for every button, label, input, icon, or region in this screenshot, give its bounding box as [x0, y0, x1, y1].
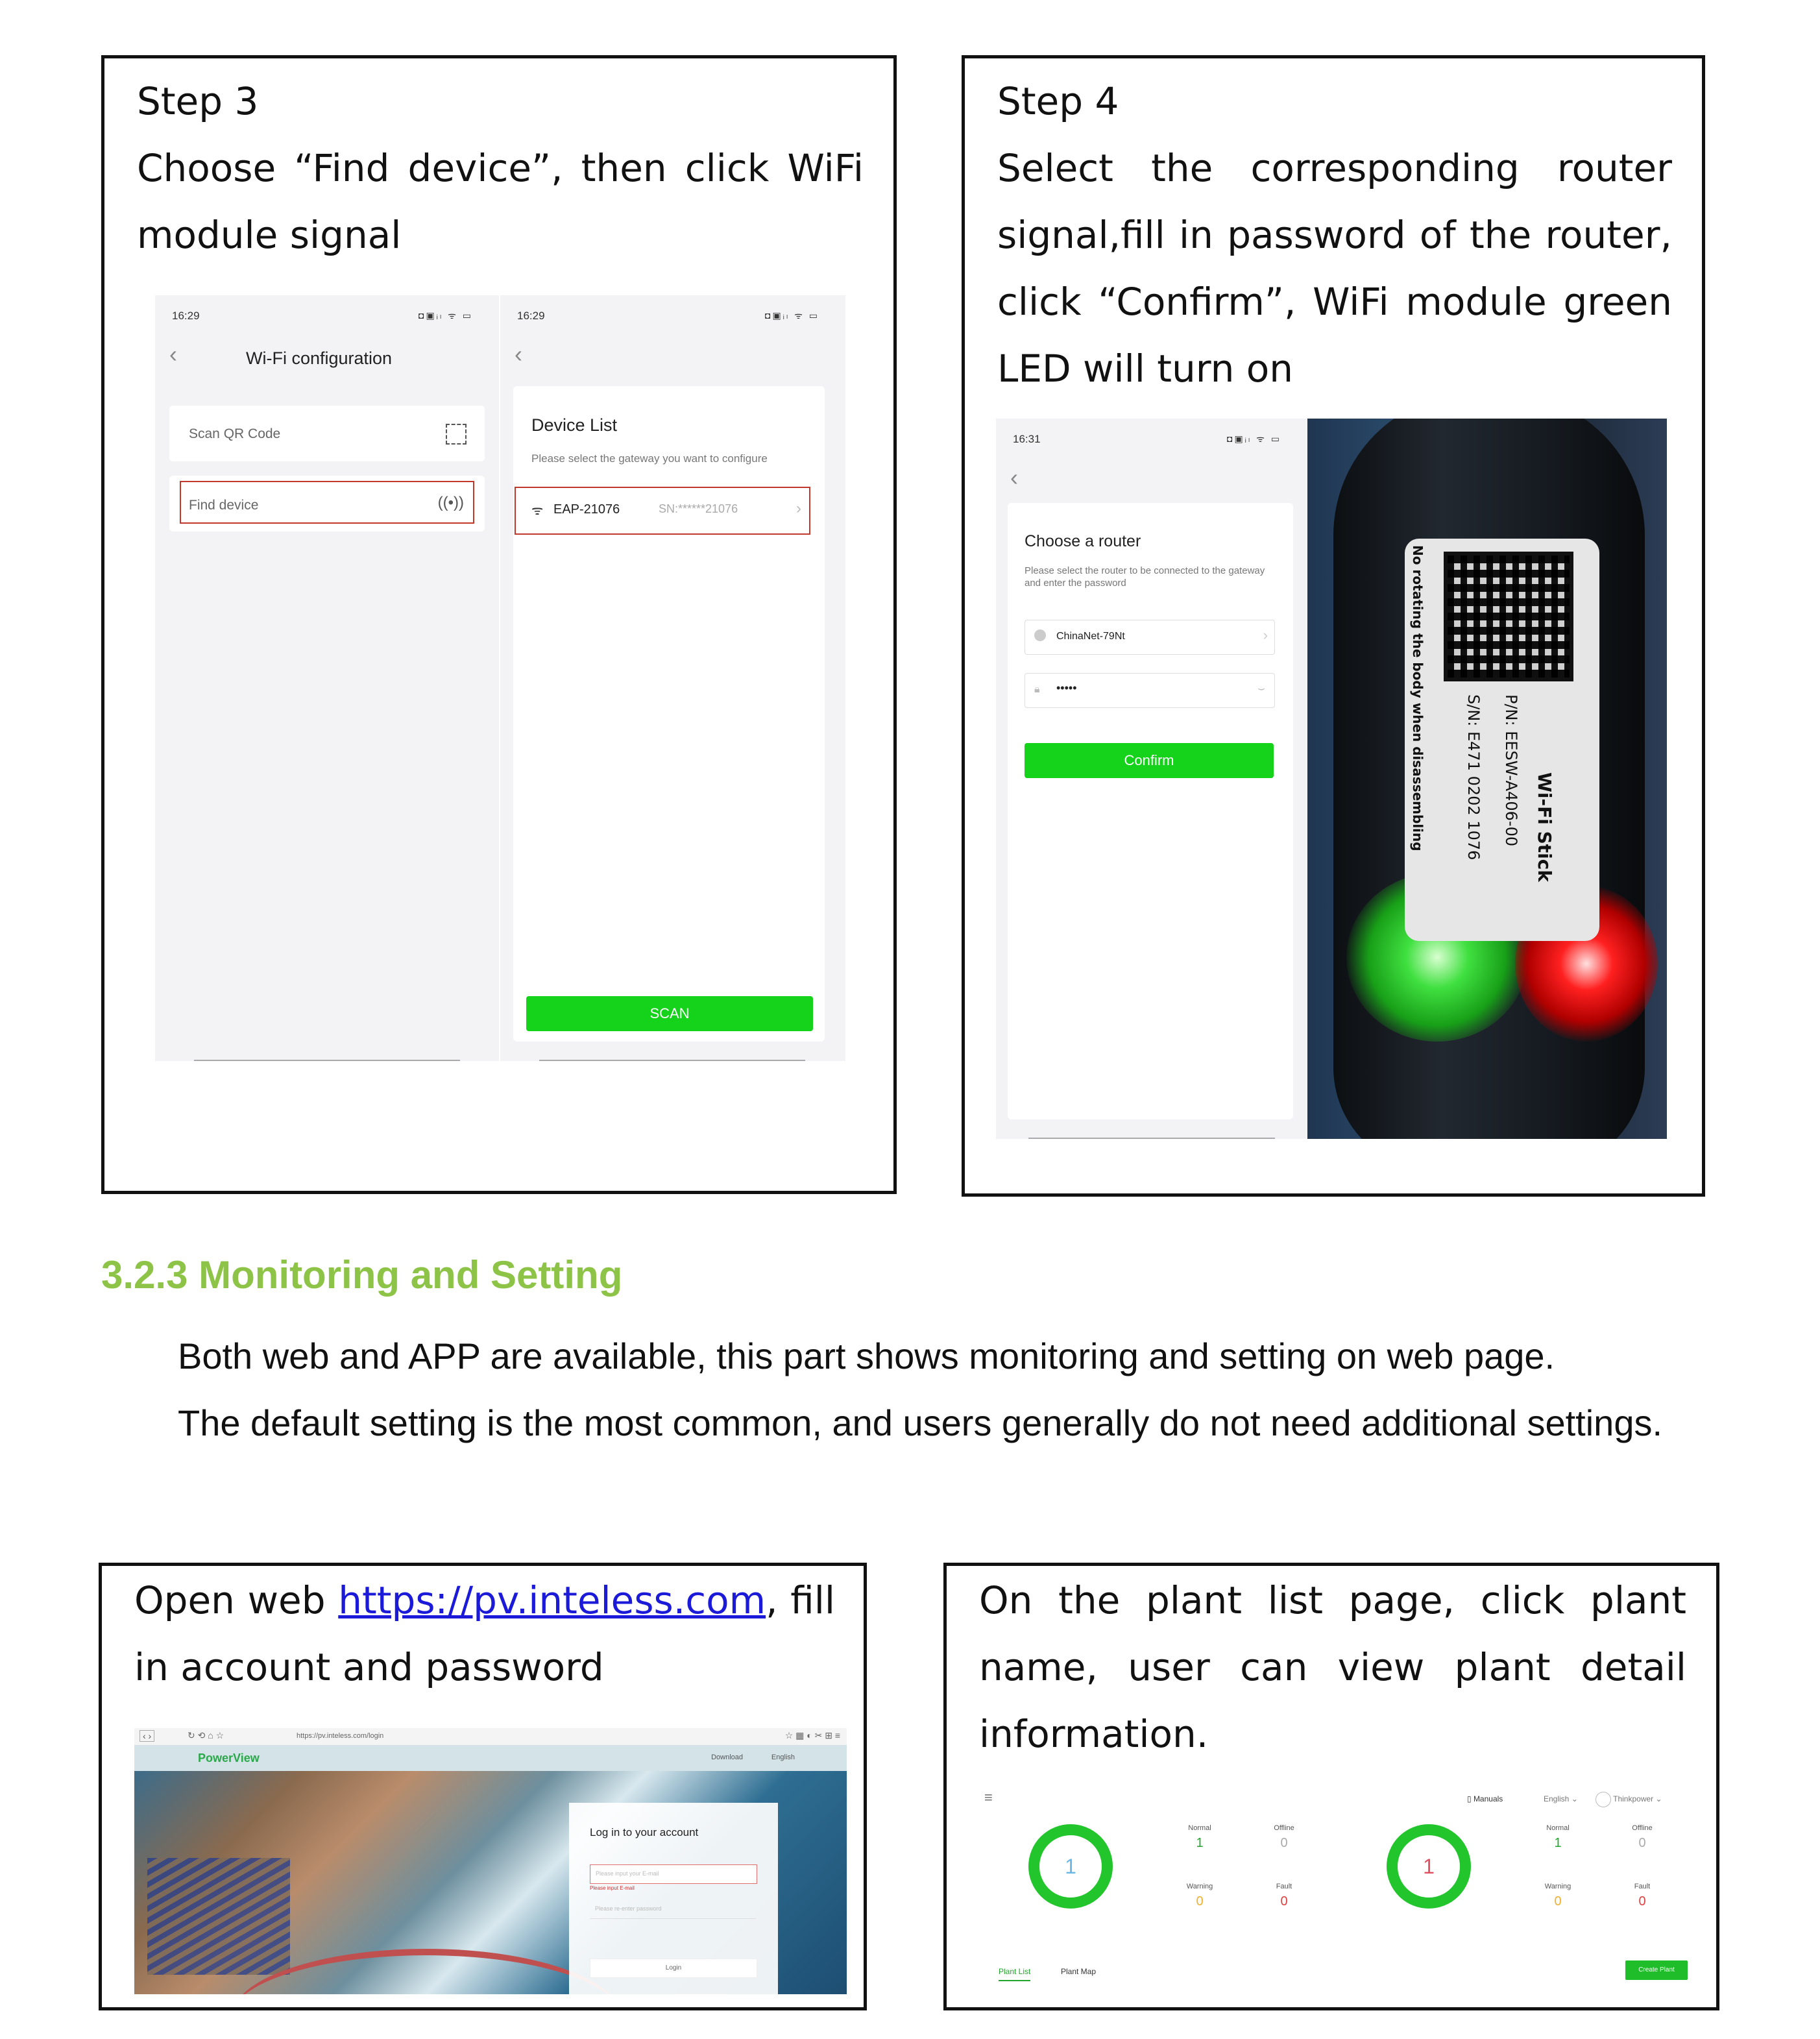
web-text-before: Open web [134, 1578, 339, 1622]
create-plant-button[interactable]: Create Plant [1625, 1960, 1688, 1980]
scan-qr-label: Scan QR Code [189, 426, 281, 441]
router-card [1008, 503, 1293, 1119]
qr-scan-icon [446, 424, 467, 445]
login-card [569, 1803, 778, 1994]
device-row[interactable] [515, 487, 810, 535]
device-sn: SN:******21076 [659, 502, 738, 515]
offline-label: Offline [1274, 1824, 1294, 1832]
find-device-label: Find device [189, 498, 259, 513]
status-time: 16:29 [517, 310, 545, 322]
manuals-link[interactable]: ▯ Manuals [1467, 1794, 1503, 1803]
browser-url[interactable]: https://pv.inteless.com/login [297, 1732, 384, 1740]
choose-router-screen [996, 419, 1307, 1139]
user-name: Thinkpower [1613, 1794, 1654, 1804]
login-screenshot [134, 1728, 847, 1994]
warning-value: 0 [1554, 1894, 1562, 1909]
step4-text: Select the corresponding router signal,fill in password of the router, click “Confirm”, WiFi module green LED will turn on [997, 146, 1672, 391]
find-device-row[interactable] [169, 476, 485, 531]
router-name: ChinaNet-79Nt [1056, 631, 1125, 642]
nav-indicator [539, 1060, 805, 1061]
language-label: English [1544, 1794, 1570, 1803]
nav-indicator [194, 1060, 460, 1061]
email-placeholder: Please input your E-mail [596, 1870, 659, 1877]
password-field[interactable] [1025, 673, 1275, 708]
offline-value: 0 [1638, 1836, 1646, 1850]
device-list-card [513, 386, 825, 1042]
status-icons: ◘▣ᵢₗ ᯤ ▭ [1227, 433, 1281, 444]
stats-left [1180, 1824, 1310, 1915]
device-name: EAP-21076 [553, 502, 620, 517]
warning-label: Warning [1186, 1883, 1213, 1890]
step4-title: Step 4 [997, 79, 1119, 123]
stick-label [1405, 539, 1599, 941]
eye-icon[interactable]: ⌣ [1257, 681, 1265, 694]
email-error: Please input E-mail [590, 1885, 635, 1891]
inteless-link[interactable]: https://pv.inteless.com [338, 1578, 766, 1622]
stats-right [1538, 1824, 1668, 1915]
plant-list-text: On the plant list page, click plant name, user can view plant detail information. [979, 1578, 1686, 1756]
scan-qr-row[interactable] [169, 406, 485, 461]
web-login-text [134, 1567, 835, 1701]
avatar [1596, 1792, 1611, 1807]
step3-box [101, 55, 897, 1194]
plant-list-box [943, 1563, 1719, 2010]
download-link[interactable]: Download [711, 1753, 743, 1761]
fault-value: 0 [1280, 1894, 1288, 1909]
solar-panels-image [147, 1858, 290, 1975]
warning-label: Warning [1544, 1883, 1571, 1890]
router-title: Choose a router [1025, 532, 1141, 550]
label-name: Wi-Fi Stick [1534, 772, 1555, 882]
password-field[interactable] [590, 1900, 756, 1919]
wifi-icon: ᯤ [531, 504, 544, 518]
powerview-logo[interactable]: PowerView [198, 1752, 260, 1764]
status-time: 16:29 [172, 310, 200, 322]
router-select[interactable] [1025, 620, 1275, 655]
fault-label: Fault [1634, 1883, 1651, 1890]
fault-label: Fault [1276, 1883, 1292, 1890]
device-list-title: Device List [531, 415, 618, 435]
qr-code-image [1444, 552, 1573, 681]
paragraph-1: Both web and APP are available, this part shows monitoring and setting on web page. [178, 1336, 1555, 1376]
label-sn: S/N: E471 0202 1076 [1464, 694, 1483, 861]
section-heading: 3.2.3 Monitoring and Setting [101, 1253, 623, 1297]
ring-value-right: 1 [1423, 1855, 1435, 1878]
chevron-right-icon: › [796, 500, 801, 517]
password-placeholder: Please re-enter password [595, 1905, 662, 1912]
user-menu[interactable]: Thinkpower ⌄ [1596, 1792, 1662, 1807]
language-select[interactable]: English ⌄ [1544, 1794, 1578, 1803]
ring-value-left: 1 [1065, 1855, 1076, 1878]
status-time: 16:31 [1013, 433, 1041, 445]
password-value: ••••• [1056, 681, 1077, 694]
screen-header: Wi-Fi configuration [246, 348, 393, 368]
plant-dashboard [979, 1787, 1693, 2001]
login-title: Log in to your account [590, 1826, 699, 1838]
step3-text: Choose “Find device”, then click WiFi module signal [137, 146, 864, 257]
paragraph-2: The default setting is the most common, and users generally do not need additional settings. [178, 1402, 1663, 1443]
wifi-config-screen [155, 295, 499, 1061]
menu-icon[interactable]: ≡ [984, 1789, 993, 1805]
back-chevron-icon[interactable]: ‹ [515, 341, 522, 367]
browser-tool-icons[interactable]: ↻ ⟲ ⌂ ☆ [188, 1730, 224, 1740]
confirm-button[interactable]: Confirm [1025, 743, 1274, 778]
web-text-after: , fill in account and password [134, 1578, 835, 1689]
status-icons: ◘▣ᵢₗ ᯤ ▭ [419, 310, 473, 321]
normal-label: Normal [1546, 1824, 1570, 1832]
tab-plant-map[interactable]: Plant Map [1061, 1967, 1097, 1976]
normal-label: Normal [1188, 1824, 1211, 1832]
web-login-box [99, 1563, 867, 2010]
router-icon [1034, 629, 1046, 641]
label-pn: P/N: EESW-A406-00 [1502, 694, 1520, 847]
wifi-stick-photo [1307, 419, 1667, 1139]
site-header [134, 1745, 847, 1771]
offline-label: Offline [1632, 1824, 1653, 1832]
back-chevron-icon[interactable]: ‹ [1010, 464, 1018, 491]
language-select[interactable]: English [771, 1753, 795, 1761]
fault-value: 0 [1638, 1894, 1646, 1909]
nav-arrows-icon[interactable]: ‹ › [140, 1730, 154, 1742]
device-list-subtitle: Please select the gateway you want to configure [531, 452, 768, 465]
step4-box [962, 55, 1705, 1197]
tab-plant-list[interactable]: Plant List [999, 1967, 1030, 1981]
router-subtitle: Please select the router to be connected to the gateway and enter the password [1025, 565, 1265, 589]
back-chevron-icon[interactable]: ‹ [169, 341, 177, 367]
browser-toolbar [134, 1728, 847, 1746]
step3-title: Step 3 [137, 79, 259, 123]
label-warning: No rotating the body when disassembling [1410, 545, 1426, 851]
status-ring-left [1028, 1824, 1113, 1909]
browser-menu-icons[interactable]: ☆ ▦ ◐ ✂ ⊞ ≡ [784, 1730, 840, 1740]
chevron-right-icon: › [1263, 627, 1268, 643]
offline-value: 0 [1280, 1836, 1288, 1850]
warning-value: 0 [1196, 1894, 1204, 1909]
normal-value: 1 [1554, 1836, 1562, 1850]
login-button[interactable]: Login [590, 1959, 757, 1978]
manuals-label: Manuals [1473, 1794, 1503, 1803]
scan-button[interactable]: SCAN [526, 996, 813, 1031]
status-ring-right [1387, 1824, 1471, 1909]
signal-icon: ((•)) [437, 494, 464, 511]
lock-icon: 🔒︎ [1034, 684, 1040, 695]
status-icons: ◘▣ᵢₗ ᯤ ▭ [765, 310, 819, 321]
device-list-screen [500, 295, 845, 1061]
nav-indicator [1028, 1138, 1275, 1139]
normal-value: 1 [1196, 1836, 1204, 1850]
email-field[interactable] [590, 1864, 757, 1884]
